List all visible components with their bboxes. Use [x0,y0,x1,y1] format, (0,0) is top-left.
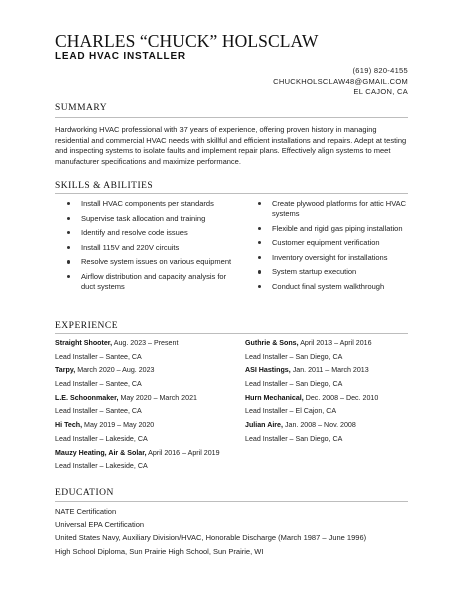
company-name: Straight Shooter, [55,339,113,347]
education-item: Universal EPA Certification [55,520,145,530]
experience-column-left [55,338,220,475]
bullet-icon [67,246,70,249]
skill-item: Conduct final system walkthrough [256,282,416,292]
skill-item: Create plywood platforms for attic HVAC systems [256,199,416,219]
job-dates: Dec. 2008 – Dec. 2010 [303,393,379,402]
education-item: High School Diploma, Sun Prairie High School, Sun Prairie, WI [55,546,264,556]
skill-item: System startup execution [256,267,416,277]
bullet-icon [258,241,261,244]
bullet-icon [258,227,261,230]
company-name: Tarpy, [55,366,76,375]
education-item: United States Navy, Auxiliary Division/HVAC, Honorable Discharge (March 1987 – June 1996) [55,533,367,543]
job-heading [245,338,378,352]
company-name: Mauzy Heating, Air & Solar, [55,448,147,457]
company-name: ASI Hastings, [245,366,291,375]
skill-item: Install HVAC components per standards [65,199,240,209]
job-dates: Jan. 2008 – Nov. 2008 [282,421,356,430]
job-title: LEAD HVAC INSTALLER [55,51,186,62]
skill-item: Install 115V and 220V circuits [65,243,240,253]
job-dates: Jan. 2011 – March 2013 [290,366,369,375]
skills-divider [55,193,408,194]
bullet-icon [67,275,70,278]
job-dates: April 2013 – April 2016 [298,339,372,347]
experience-column-right [245,338,378,448]
experience-divider [55,333,408,334]
skill-item: Flexible and rigid gas piping installation [256,224,416,234]
experience-heading: EXPERIENCE [55,321,119,331]
job-role: Lead Installer – San Diego, CA [245,352,343,361]
job-dates: April 2016 – April 2019 [146,448,220,457]
summary-heading: SUMMARY [55,103,108,113]
job-heading [245,365,378,379]
skills-heading: SKILLS & ABILITIES [55,181,154,191]
skill-item: Supervise task allocation and training [65,214,240,224]
bullet-icon [67,231,70,234]
skills-list-right [256,199,416,297]
skills-list-left [65,199,240,297]
education-divider [55,501,408,502]
contact-block [273,66,408,98]
email: CHUCKHOLSCLAW48@GMAIL.COM [273,76,408,86]
location: EL CAJON, CA [353,87,408,96]
job-dates: May 2020 – March 2021 [118,393,197,402]
bullet-icon [258,270,261,273]
job-role: Lead Installer – San Diego, CA [245,380,343,389]
company-name: Julian Aire, [245,421,283,430]
summary-divider [55,117,408,118]
candidate-name: CHARLES “CHUCK” HOLSCLAW [55,31,319,51]
phone: (619) 820-4155 [352,66,408,75]
company-name: Guthrie & Sons, [245,339,299,347]
job-role: Lead Installer – Santee, CA [55,407,142,416]
bullet-icon [67,202,70,205]
company-name: Hi Tech, [55,421,83,430]
education-item: NATE Certification [55,507,117,516]
job-dates: March 2020 – Aug. 2023 [75,366,155,375]
education-list [55,507,366,560]
bullet-icon [258,285,261,288]
summary-text: Hardworking HVAC professional with 37 years of experience, offering proven history in managing residential and commercial HVAC needs with skillful and efficient installations and repairs. Adept at testing and inspecting systems to isolate faults and implement repair plans. Effectively align systems to meet manufacturer specifications and maximize performance. [55,125,407,166]
job-heading [55,365,220,379]
bullet-icon [67,217,70,220]
job-dates: Aug. 2023 – Present [112,339,179,347]
company-name: L.E. Schoonmaker, [55,393,119,402]
job-role: Lead Installer – Lakeside, CA [55,434,148,443]
bullet-icon [258,256,261,259]
skill-item: Inventory oversight for installations [256,253,416,263]
job-heading [55,393,220,407]
skill-item: Customer equipment verification [256,238,416,248]
job-role: Lead Installer – Lakeside, CA [55,462,148,471]
job-heading [55,448,220,462]
job-heading [245,420,378,434]
skill-item: Airflow distribution and capacity analysis for duct systems [65,272,240,292]
job-heading [55,420,220,434]
job-role: Lead Installer – El Cajon, CA [245,407,337,416]
bullet-icon [258,202,261,205]
education-heading: EDUCATION [55,488,114,498]
job-role: Lead Installer – Santee, CA [55,380,142,389]
skill-item: Identify and resolve code issues [65,228,240,238]
job-role: Lead Installer – Santee, CA [55,352,142,361]
company-name: Hurn Mechanical, [245,393,304,402]
job-heading [245,393,378,407]
bullet-icon [67,260,70,263]
skill-item: Resolve system issues on various equipment [65,257,240,267]
job-heading [55,338,220,352]
job-dates: May 2019 – May 2020 [82,421,155,430]
job-role: Lead Installer – San Diego, CA [245,434,343,443]
